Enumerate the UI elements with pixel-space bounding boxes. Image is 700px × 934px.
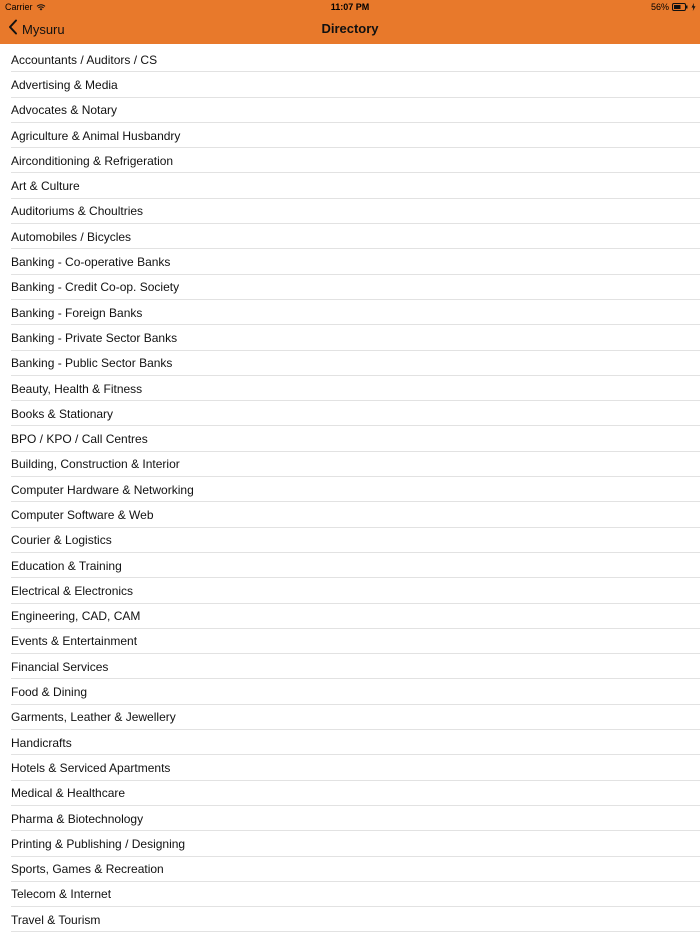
list-item[interactable] xyxy=(0,781,700,806)
list-item-label: Handicrafts xyxy=(11,735,72,750)
list-item[interactable] xyxy=(0,831,700,856)
list-item[interactable] xyxy=(0,705,700,730)
list-item[interactable] xyxy=(0,98,700,123)
list-item[interactable] xyxy=(0,755,700,780)
list-item-label: Computer Hardware & Networking xyxy=(11,482,194,497)
list-item[interactable] xyxy=(0,477,700,502)
list-item[interactable] xyxy=(0,300,700,325)
list-item[interactable] xyxy=(0,528,700,553)
list-item-label: Accountants / Auditors / CS xyxy=(11,52,158,67)
list-item[interactable] xyxy=(0,553,700,578)
list-item-label: Garments, Leather & Jewellery xyxy=(11,710,176,725)
list-item[interactable] xyxy=(0,47,700,72)
list-item-label: Events & Entertainment xyxy=(11,634,138,649)
list-item-label: Food & Dining xyxy=(11,685,88,700)
list-item-label: Education & Training xyxy=(11,558,122,573)
list-item-label: Hotels & Serviced Apartments xyxy=(11,760,171,775)
status-bar xyxy=(0,0,700,14)
list-item-label: Engineering, CAD, CAM xyxy=(11,609,141,624)
list-item-label: Computer Software & Web xyxy=(11,507,154,522)
list-item-label: Advocates & Notary xyxy=(11,103,118,118)
list-item-label: Books & Stationary xyxy=(11,406,114,421)
list-item-label: Pharma & Biotechnology xyxy=(11,811,144,826)
list-item-label: Beauty, Health & Fitness xyxy=(11,381,143,396)
list-item[interactable] xyxy=(0,654,700,679)
list-item-label: Sports, Games & Recreation xyxy=(11,862,164,877)
list-item-label: Agriculture & Animal Husbandry xyxy=(11,128,181,143)
top-bar xyxy=(0,0,700,44)
list-item-label: Automobiles / Bicycles xyxy=(11,229,132,244)
list-item[interactable] xyxy=(0,199,700,224)
list-item-label: Banking - Public Sector Banks xyxy=(11,356,173,371)
list-item[interactable] xyxy=(0,502,700,527)
list-item-label: Airconditioning & Refrigeration xyxy=(11,153,174,168)
list-item-label: Advertising & Media xyxy=(11,77,118,92)
back-label: Mysuru xyxy=(22,21,65,37)
list-item[interactable] xyxy=(0,275,700,300)
charging-icon xyxy=(691,3,696,11)
category-list xyxy=(0,47,700,932)
list-item[interactable] xyxy=(0,123,700,148)
list-item[interactable] xyxy=(0,679,700,704)
list-item-label: Banking - Foreign Banks xyxy=(11,305,143,320)
list-item-label: Medical & Healthcare xyxy=(11,786,126,801)
list-item[interactable] xyxy=(0,452,700,477)
list-item-label: Banking - Credit Co-op. Society xyxy=(11,280,180,295)
list-item[interactable] xyxy=(0,907,700,932)
list-item[interactable] xyxy=(0,882,700,907)
list-item-label: Courier & Logistics xyxy=(11,533,112,548)
list-item-label: Auditoriums & Choultries xyxy=(11,204,144,219)
list-item[interactable] xyxy=(0,72,700,97)
list-item[interactable] xyxy=(0,325,700,350)
list-item[interactable] xyxy=(0,249,700,274)
list-item[interactable] xyxy=(0,148,700,173)
list-item[interactable] xyxy=(0,629,700,654)
battery-percent: 56% xyxy=(650,2,669,12)
list-item[interactable] xyxy=(0,173,700,198)
carrier-label: Carrier xyxy=(5,2,33,12)
list-item-label: Art & Culture xyxy=(11,179,80,194)
list-item[interactable] xyxy=(0,604,700,629)
list-item[interactable] xyxy=(0,730,700,755)
list-item[interactable] xyxy=(0,806,700,831)
list-item-label: BPO / KPO / Call Centres xyxy=(11,432,148,447)
list-item-label: Telecom & Internet xyxy=(11,887,112,902)
list-item[interactable] xyxy=(0,376,700,401)
list-item[interactable] xyxy=(0,351,700,376)
list-item-label: Banking - Co-operative Banks xyxy=(11,255,171,270)
page-title: Directory xyxy=(321,21,379,36)
list-item[interactable] xyxy=(0,401,700,426)
status-right xyxy=(651,0,696,14)
list-item-label: Building, Construction & Interior xyxy=(11,457,180,472)
list-item[interactable] xyxy=(0,426,700,451)
list-item-label: Travel & Tourism xyxy=(11,912,101,927)
list-item[interactable] xyxy=(0,578,700,603)
battery-icon xyxy=(672,3,688,11)
list-item[interactable] xyxy=(0,224,700,249)
status-time: 11:07 PM xyxy=(330,2,370,12)
list-item[interactable] xyxy=(0,857,700,882)
list-item-label: Electrical & Electronics xyxy=(11,583,134,598)
list-item-label: Banking - Private Sector Banks xyxy=(11,330,178,345)
list-item-label: Financial Services xyxy=(11,659,109,674)
list-item-label: Printing & Publishing / Designing xyxy=(11,836,186,851)
navigation-bar xyxy=(0,14,700,44)
